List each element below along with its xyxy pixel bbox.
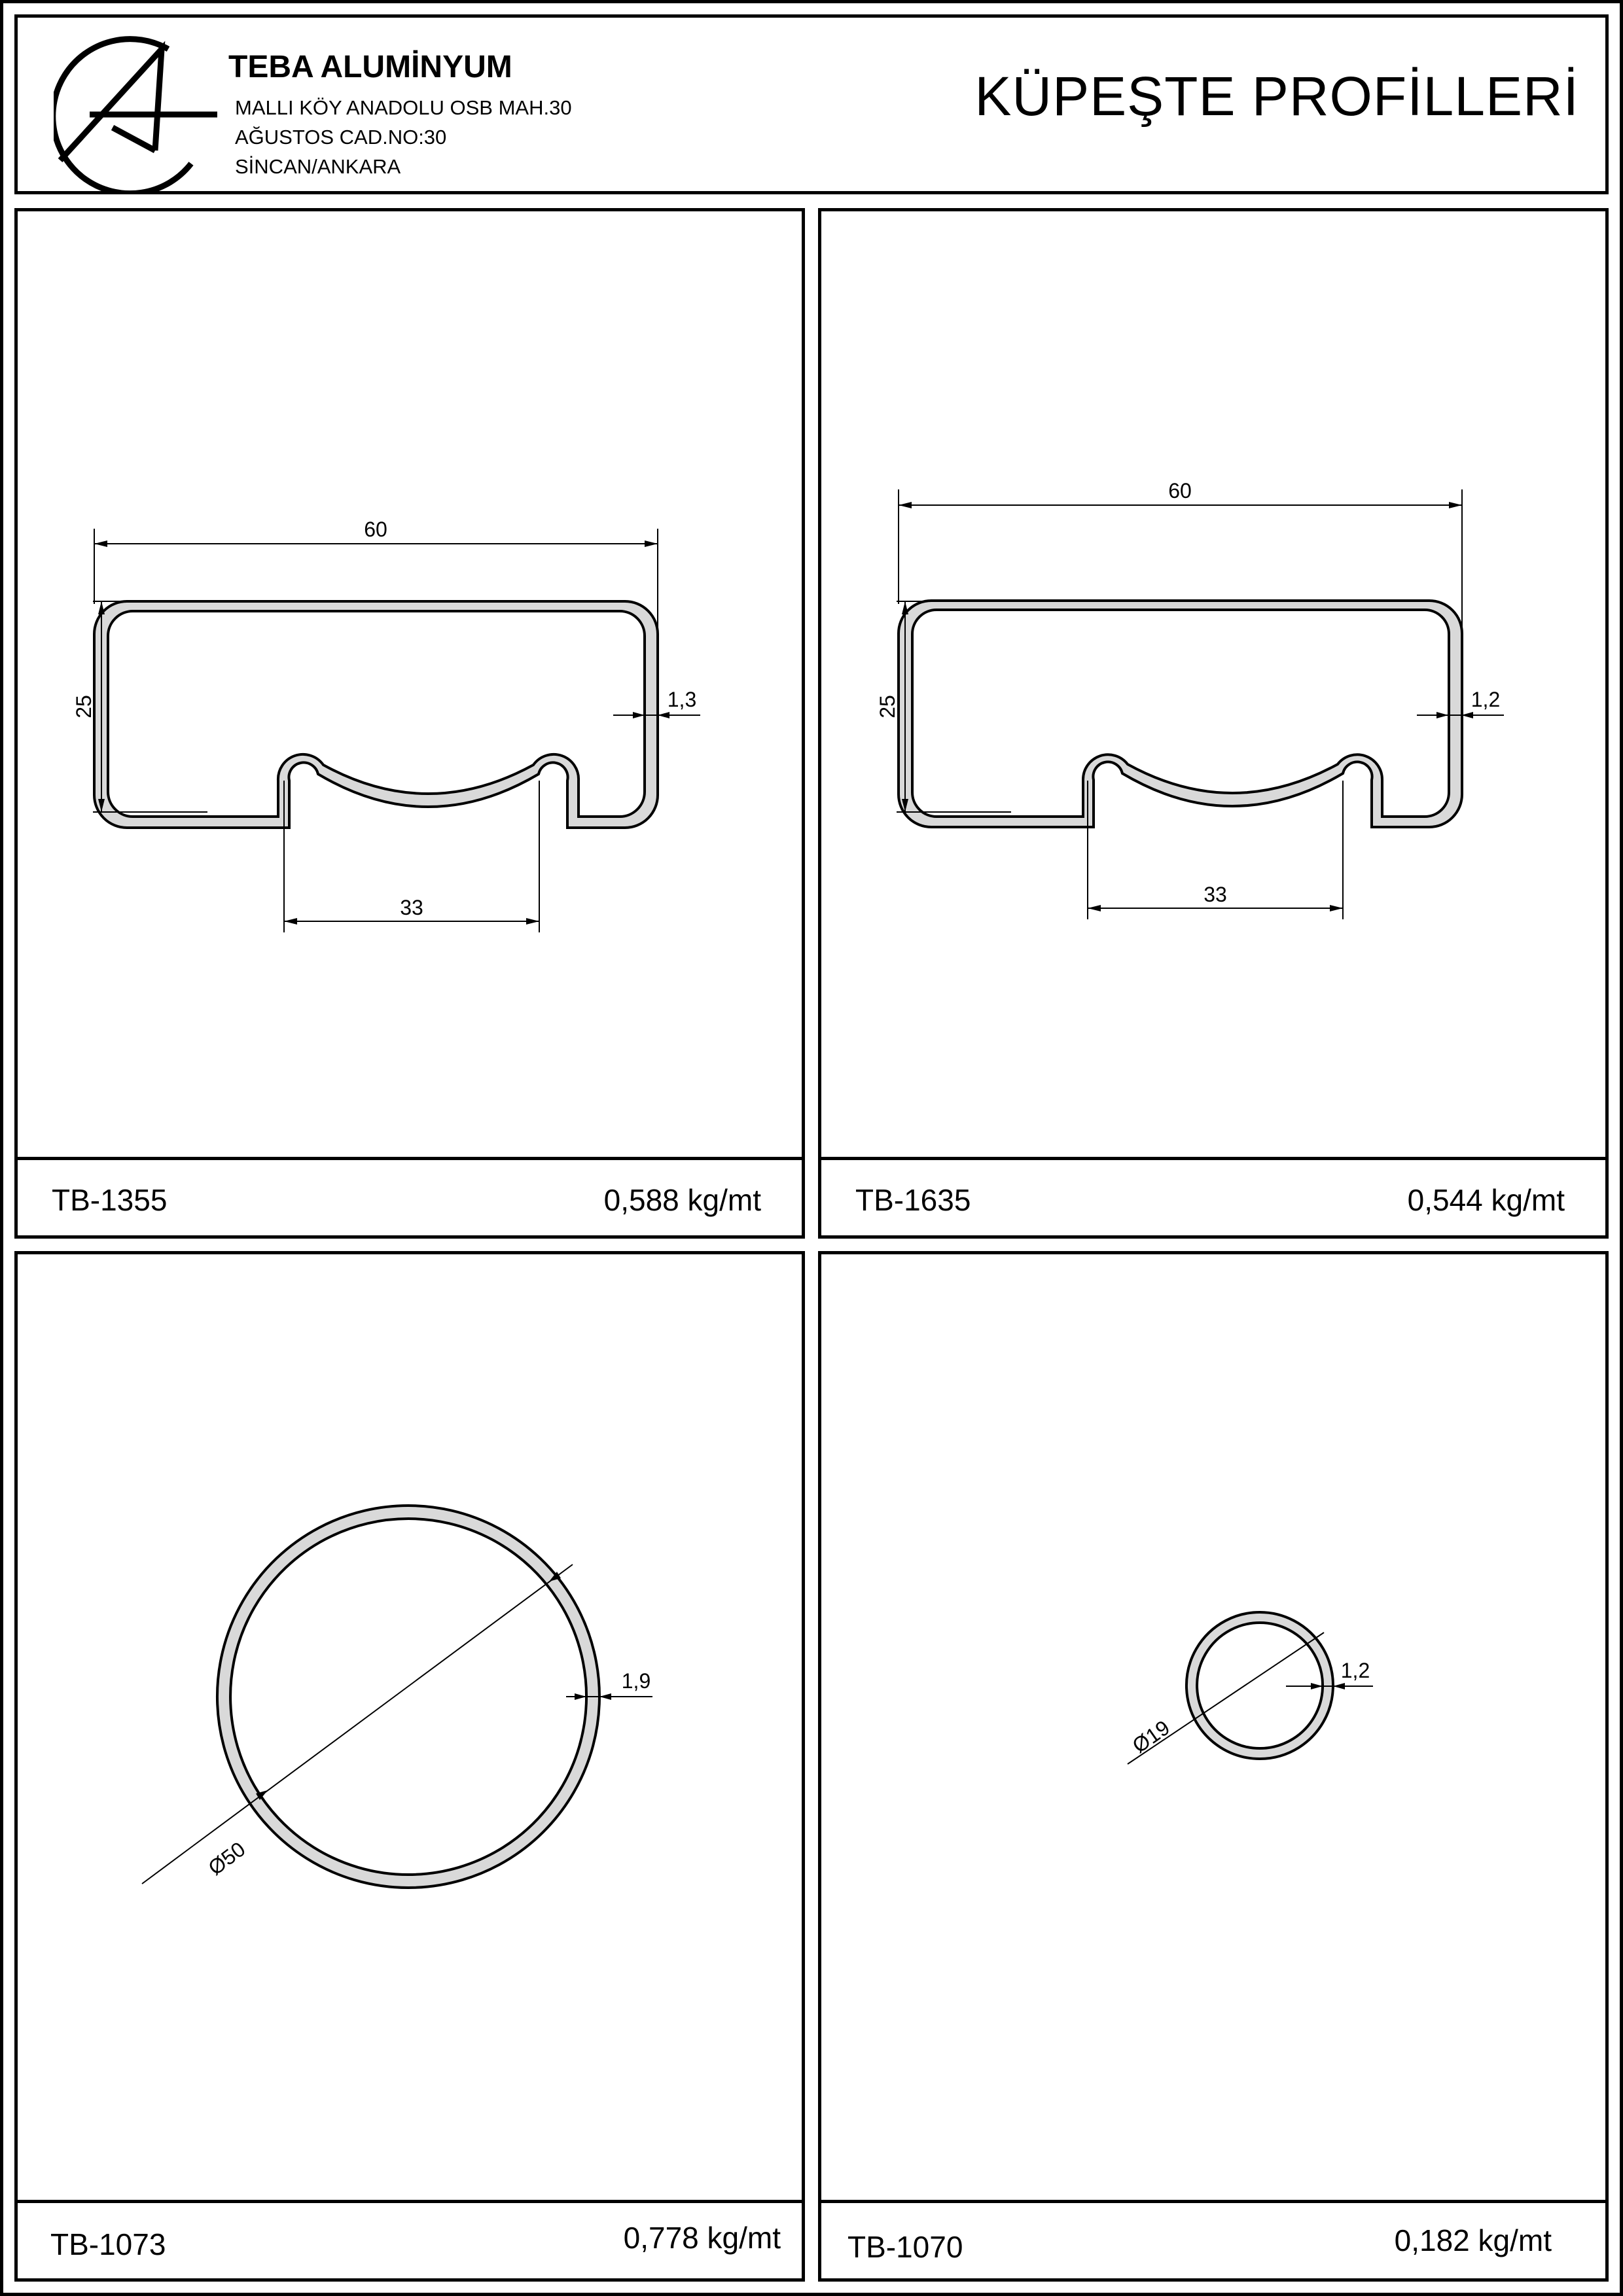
profile-code: TB-1635 [855, 1183, 971, 1217]
profile-drawing-tb-1355 [18, 211, 802, 1157]
profile-code: TB-1073 [50, 2227, 166, 2261]
profile-weight: 0,544 kg/mt [1407, 1183, 1565, 1217]
dim-thickness-label: 1,2 [1471, 688, 1501, 711]
address-line-3: SİNCAN/ANKARA [235, 155, 401, 178]
title-block [14, 14, 1609, 194]
profile-drawing-tb-1635 [821, 211, 1605, 1157]
dim-diameter-label: Ø50 [204, 1837, 250, 1880]
dim-width-label: 60 [364, 518, 387, 541]
profile-caption [821, 2200, 1605, 2278]
dim-height-label: 25 [876, 695, 899, 718]
profile-caption [18, 1157, 802, 1235]
dim-height-label: 25 [72, 695, 96, 718]
profile-code: TB-1070 [847, 2230, 963, 2264]
company-name: TEBA ALUMİNYUM [228, 50, 512, 84]
dim-thickness-label: 1,2 [1340, 1659, 1370, 1682]
profile-panel-tb-1635 [818, 208, 1609, 1239]
dim-diameter-label: Ø19 [1128, 1715, 1174, 1758]
profile-weight: 0,588 kg/mt [603, 1183, 761, 1217]
profile-weight: 0,182 kg/mt [1394, 2223, 1552, 2257]
dim-thickness-label: 1,3 [667, 688, 697, 711]
dim-width-label: 60 [1168, 479, 1192, 503]
address-line-2: AĞUSTOS CAD.NO:30 [235, 126, 447, 149]
document-title: KÜPEŞTE PROFİLLERİ [974, 65, 1579, 127]
teba-logo-icon [54, 29, 224, 193]
dim-thickness-label: 1,9 [621, 1669, 651, 1693]
dim-groove-label: 33 [400, 896, 423, 919]
profile-panel-tb-1070 [818, 1251, 1609, 2282]
profile-caption [821, 1157, 1605, 1235]
profile-code: TB-1355 [52, 1183, 168, 1217]
dim-groove-label: 33 [1204, 883, 1227, 906]
profile-panel-tb-1073 [14, 1251, 805, 2282]
profile-panel-tb-1355 [14, 208, 805, 1239]
profile-weight: 0,778 kg/mt [623, 2221, 781, 2255]
profile-drawing-tb-1073 [18, 1254, 802, 2200]
address-line-1: MALLI KÖY ANADOLU OSB MAH.30 [235, 96, 572, 119]
profile-caption [18, 2200, 802, 2278]
profile-drawing-tb-1070 [821, 1254, 1605, 2200]
